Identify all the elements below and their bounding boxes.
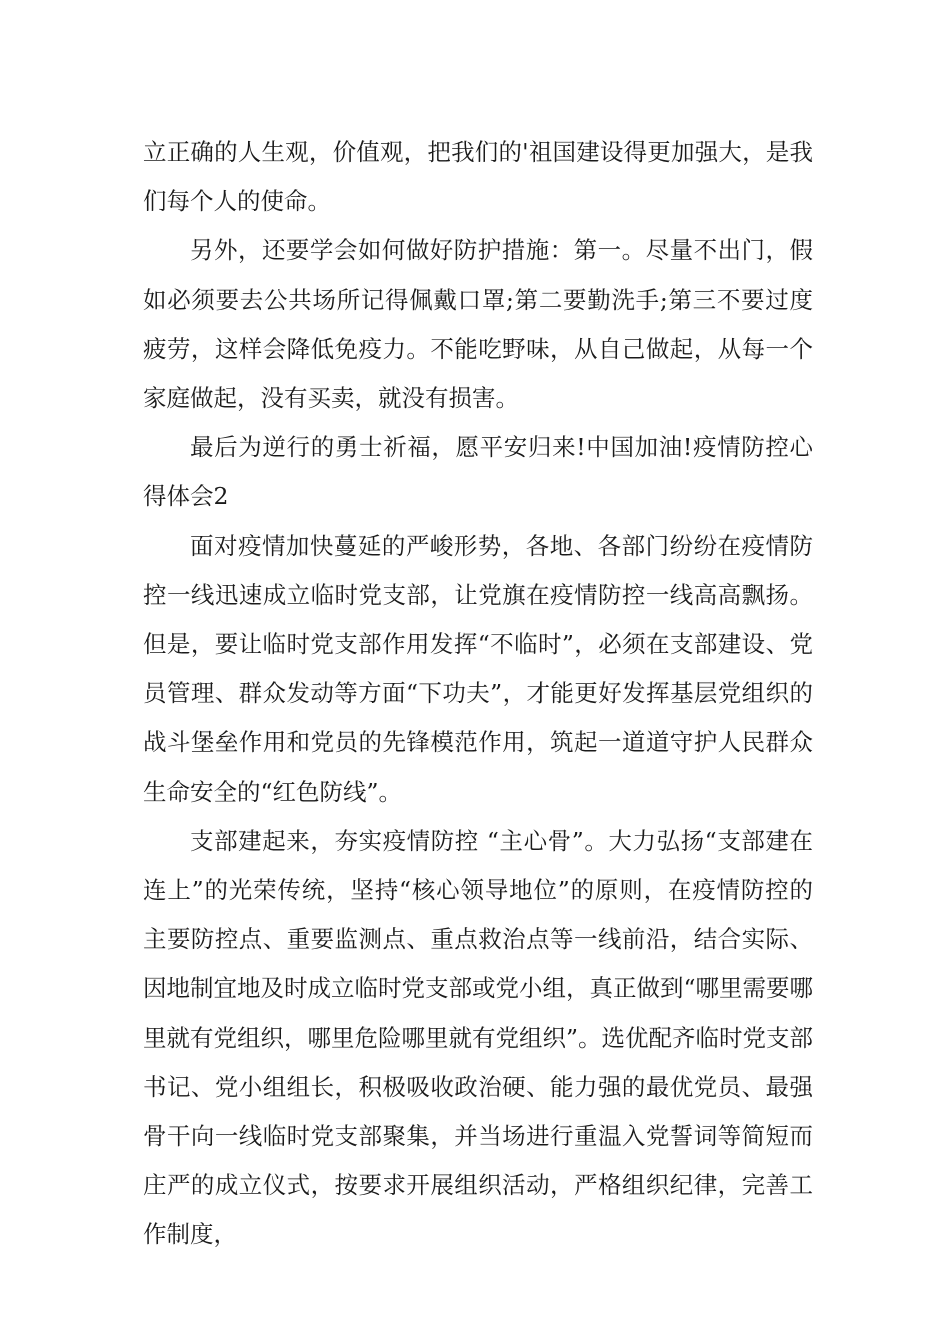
paragraph-continuation: 立正确的人生观，价值观，把我们的'祖国建设得更加强大，是我们每个人的使命。 <box>143 138 813 216</box>
paragraph-branch-establishment: 支部建起来，夯实疫情防控 “主心骨”。大力弘扬“支部建在连上”的光荣传统，坚持“核心领导地位”的原则，在疫情防控的主要防控点、重要监测点、重点救治点等一线前沿，结合实际、因地制宜地及时成立临时党支部或党小组，真正做到“哪里需要哪里就有党组织，哪里危险哪里就有党组织”。选优配齐临时党支部书记、党小组组长，积极吸收政治硬、能力强的最优党员、最强骨干向一线临时党支部聚集，并当场进行重温入党誓词等简短而庄严的成立仪式，按要求开展组织活动，严格组织纪律，完善工作制度， <box>143 826 814 1249</box>
paragraph-temporary-party-branch: 面对疫情加快蔓延的严峻形势，各地、各部门纷纷在疫情防控一线迅速成立临时党支部，让党旗在疫情防控一线高高飘扬。但是，要让临时党支部作用发挥“不临时”，必须在支部建设、党员管理、群众发动等方面“下功夫”，才能更好发挥基层党组织的战斗堡垒作用和党员的先锋模范作用，筑起一道道守护人民群众生命安全的“红色防线”。 <box>143 531 813 806</box>
paragraph-protection-measures: 另外，还要学会如何做好防护措施：第一。尽量不出门，假如必须要去公共场所记得佩戴口罩;第二要勤洗手;第三不要过度疲劳，这样会降低免疫力。不能吃野味，从自己做起，从每一个家庭做起，没有买卖，就没有损害。 <box>143 236 813 413</box>
paragraph-blessing: 最后为逆行的勇士祈福，愿平安归来!中国加油!疫情防控心得体会2 <box>143 433 813 511</box>
document-body <box>143 128 813 1260</box>
